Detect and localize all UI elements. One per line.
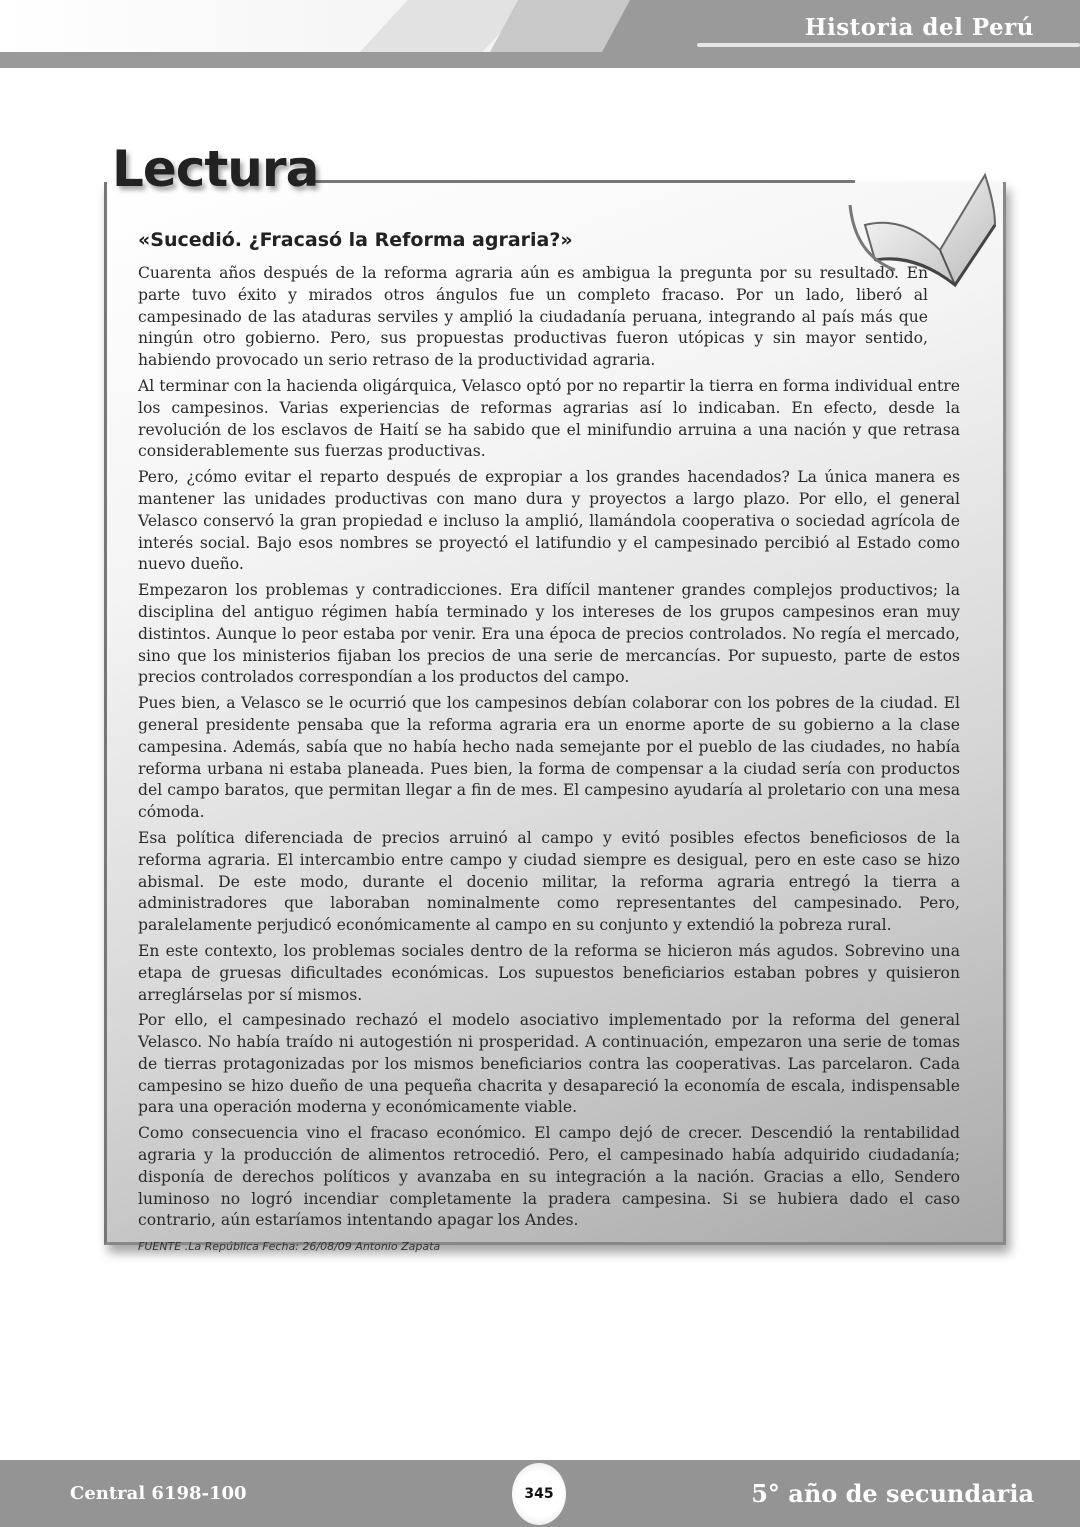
- paragraph: Por ello, el campesinado rechazó el modelo asociativo implementado por la reforma del general Velasco. No había traído ni autogestión ni prosperidad. A continuación, empezaron una serie de tomas de tierras protagonizadas por los mismos beneficiarios contra las cooperativas. Las parcelaron. Cada campesino se hizo dueño de una pequeña chacrita y desapareció la economía de escala, indispensable para una operación moderna y económicamente viable.: [138, 1011, 960, 1117]
- paragraph: Cuarenta años después de la reforma agraria aún es ambigua la pregunta por su resultado. En parte tuvo éxito y mirados otros ángulos fue un completo fracaso. Por un lado, liberó al campesinado de las ataduras serviles y amplió la ciudadanía peruana, integrando al país más que ningún otro gobierno. Pero, sus propuestas productivas fueron utópicas y sin mayor sentido, habiendo provocado un serio retraso de la productividad agraria.: [138, 264, 928, 370]
- page-number: 345: [512, 1463, 566, 1525]
- article-body: [138, 263, 960, 1258]
- footer-grade: 5° año de secundaria: [751, 1479, 1034, 1508]
- source-citation: FUENTE .La República Fecha: 26/08/09 Antonio Zapata: [138, 1240, 441, 1254]
- paragraph: Como consecuencia vino el fracaso económico. El campo dejó de crecer. Descendió la rentabilidad agraria y la producción de alimentos retrocedió. Pero, el campesinado había adquirido ciudadanía; disponía de derechos políticos y avanzaba en su integración a la nación. Gracias a ello, Sendero luminoso no logró incendiar completamente la pradera campesina. Si se hubiera dado el caso contrario, aún estaríamos intentando apagar los Andes.: [138, 1124, 960, 1230]
- paragraph: En este contexto, los problemas sociales dentro de la reforma se hicieron más agudos. Sobrevino una etapa de gruesas dificultades económicas. Los supuestos beneficiarios estaban pobres y quisieron arreglárselas por sí mismos.: [138, 941, 960, 1004]
- paragraph: Empezaron los problemas y contradicciones. Era difícil mantener grandes complejos productivos; la disciplina del antiguo régimen había terminado y los intereses de los grupos campesinos eran muy distintos. Aunque lo peor estaba por venir. Era una época de precios controlados. No regía el mercado, sino que los ministerios fijaban los precios de una serie de mercancías. Por supuesto, parte de estos precios controlados correspondían a los productos del campo.: [138, 581, 960, 687]
- footer-phone: Central 6198-100: [70, 1483, 247, 1504]
- paragraph: Pero, ¿cómo evitar el reparto después de expropiar a los grandes hacendados? La única manera es mantener las unidades productivas con mano dura y proyectos a largo plazo. Por ello, el general Velasco conservó la gran propiedad e incluso la amplió, llamándola cooperativa o sociedad agrícola de interés social. Bajo esos nombres se proyectó el latifundio y el campesinado percibió al Estado como nuevo dueño.: [138, 468, 960, 574]
- section-label: Lectura: [112, 140, 319, 198]
- reading-box-top-rule: [300, 180, 855, 183]
- header-title: Historia del Perú: [804, 14, 1034, 41]
- paragraph: Pues bien, a Velasco se le ocurrió que los campesinos debían colaborar con los pobres de la ciudad. El general presidente pensaba que la reforma agraria era un enorme aporte de su gobierno a la clase campesina. Además, sabía que no había hecho nada semejante por el pueblo de las ciudades, no había reforma urbana ni estaba planeada. Pues bien, la forma de compensar a la ciudad sería con productos del campo baratos, que permitan llegar a fin de mes. El campesino ayudaría al proletario con una mesa cómoda.: [138, 694, 960, 822]
- paragraph: Al terminar con la hacienda oligárquica, Velasco optó por no repartir la tierra en forma individual entre los campesinos. Varias experiencias de reformas agrarias así lo indicaban. En efecto, desde la revolución de los esclavos de Haití se ha sabido que el minifundio arruina a una nación y que retrasa considerablemente sus fuerzas productivas.: [138, 376, 960, 461]
- paragraph: Esa política diferenciada de precios arruinó al campo y evitó posibles efectos beneficiosos de la reforma agraria. El intercambio entre campo y ciudad siempre es desigual, pero en este caso se hizo abismal. De este modo, durante el docenio militar, la reforma agraria entregó la tierra a administradores que laboraban nominalmente como representantes del campesinado. Pero, paralelamente perjudicó económicamente al campo en su conjunto y extendió la pobreza rural.: [138, 828, 960, 935]
- article-title: «Sucedió. ¿Fracasó la Reforma agraria?»: [138, 229, 573, 251]
